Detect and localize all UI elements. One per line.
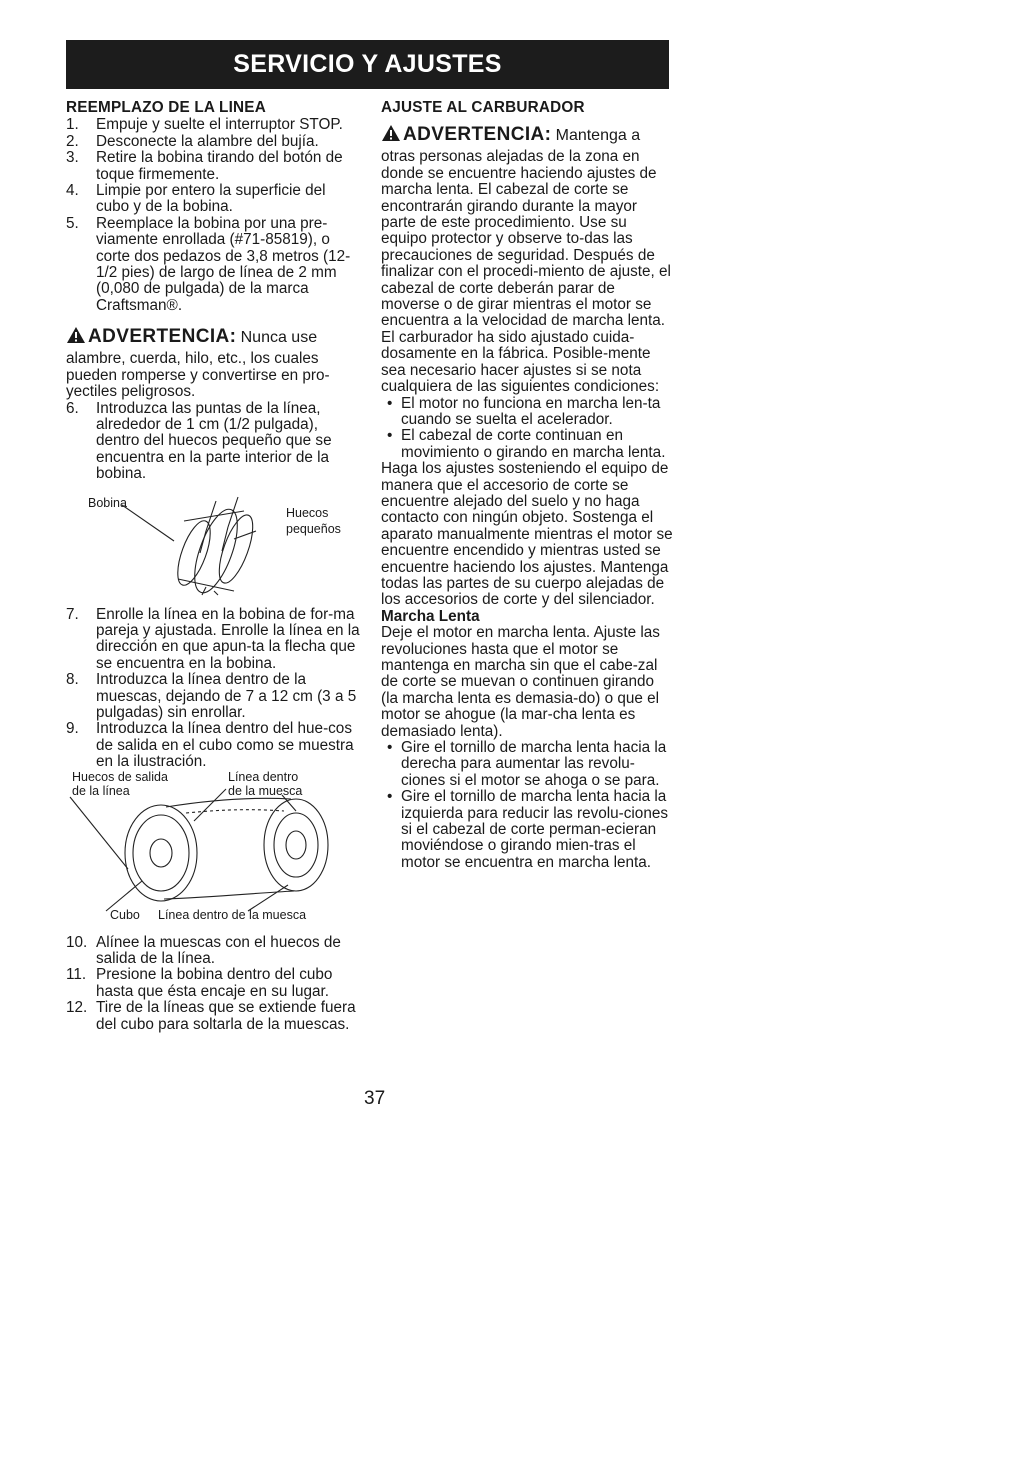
figure-hub-slots — [66, 769, 362, 925]
warning-block — [66, 326, 362, 400]
label-linea-dentro-muesca: Línea dentro de la muesca — [158, 907, 307, 922]
list-item — [66, 935, 362, 968]
label-linea-dentro: Línea dentro — [228, 769, 299, 784]
list-item — [66, 183, 362, 216]
warning-title-line — [381, 124, 673, 149]
list-item — [66, 401, 362, 483]
step-number: 9. — [66, 720, 79, 738]
step-text: Introduzca la línea dentro de la muescas, dejando de 7 a 12 cm (3 a 5 pulgadas) sin enrollar. — [96, 671, 357, 721]
page-number: 37 — [364, 1088, 386, 1109]
step-text: Tire de la líneas que se extiende fuera del cubo para soltarla de la muescas. — [96, 999, 356, 1033]
step-number: 3. — [66, 149, 79, 167]
warning-text: otras personas alejadas de la zona en donde se encuentre haciendo ajustes de marcha lenta. El cabezal de corte se encontrarán girando durante la mayor parte de este procedimiento. Use su equipo protector y observe to-das las precauciones de seguridad. Después de finalizar con el procedi-miento de ajuste, el cabezal de corte deberán parar de moverse o de girar mientras el motor se encuentra a la velocidad de marcha lenta. — [381, 148, 671, 330]
figure-spool-holes — [66, 491, 362, 597]
page-title: SERVICIO Y AJUSTES — [66, 40, 669, 89]
label-huecos-salida: Huecos de salida — [72, 769, 168, 784]
step-text: Empuje y suelte el interruptor STOP. — [96, 116, 343, 134]
warning-title: ADVERTENCIA: — [88, 326, 237, 348]
steps-list-b — [66, 401, 362, 483]
list-item — [66, 216, 362, 314]
list-item — [66, 672, 362, 721]
step-text: Enrolle la línea en la bobina de for-ma pareja y ajustada. Enrolle la línea en la dirección en que apun-ta la flecha que se encuentra en la bobina. — [96, 605, 360, 672]
steps-list-a — [66, 117, 362, 314]
right-column — [381, 100, 673, 871]
label-de-la-muesca: de la muesca — [228, 783, 303, 798]
warning-title: ADVERTENCIA: — [403, 124, 552, 146]
step-number: 7. — [66, 605, 79, 623]
bullet-list-conditions — [381, 396, 673, 462]
list-item: • El cabezal de corte continuan en movimiento o girando en marcha lenta. — [381, 428, 673, 461]
subheading-idle: Marcha Lenta — [381, 607, 480, 625]
step-number: 10. — [66, 933, 88, 951]
step-text: Presione la bobina dentro del cubo hasta que ésta encaje en su lugar. — [96, 966, 333, 1000]
label-bobina: Bobina — [88, 495, 127, 510]
list-item — [66, 1000, 362, 1033]
label-de-la-linea: de la línea — [72, 783, 130, 798]
warning-icon — [66, 326, 86, 351]
warning-icon — [381, 124, 401, 149]
warning-title-line — [66, 326, 362, 351]
step-number: 11. — [66, 966, 87, 984]
list-item: • El motor no funciona en marcha len-ta cuando se suelta el acelerador. — [381, 396, 673, 429]
section-heading-line-replacement: REEMPLAZO DE LA LINEA — [66, 99, 266, 116]
list-item — [66, 150, 362, 183]
label-pequenos: pequeños — [286, 521, 341, 536]
warning-lead: Mantenga a — [555, 127, 641, 145]
paragraph-carburetor-intro: El carburador ha sido ajustado cuida-dosamente en la fábrica. Posible-mente sea necesario hacer ajustes si se nota cualquiera de las siguientes condiciones: — [381, 328, 660, 396]
left-column — [66, 100, 362, 1033]
step-text: Limpie por entero la superficie del cubo y de la bobina. — [96, 182, 326, 216]
list-item — [66, 134, 362, 150]
list-item — [66, 721, 362, 770]
paragraph-adjust-instructions: Haga los ajustes sosteniendo el equipo de manera que el accesorio de corte se encuentre alejado del suelo y no haga contacto con ningún objeto. Sostenga el aparato manualmente mientras el motor se encuentre encendido y mientras usted se encuentre haciendo los ajustes. Mantenga todas las partes de su cuerpo alejadas de los accesorios de corte y del silenciador. — [381, 460, 673, 609]
list-item — [66, 117, 362, 133]
paragraph-idle: Deje el motor en marcha lenta. Ajuste las revoluciones hasta que el motor se mantenga en marcha sin que el cabe-zal de corte se muevan o continuen girando (la marcha lenta es demasia-do) o que el motor se ahogue (la mar-cha lenta es demasiado lenta). — [381, 624, 660, 740]
label-cubo: Cubo — [110, 907, 140, 922]
bullet-list-idle-screw — [381, 740, 673, 871]
step-text: Introduzca la línea dentro del hue-cos de salida en el cubo como se muestra en la ilustración. — [96, 720, 354, 771]
step-text: Introduzca las puntas de la línea, alrededor de 1 cm (1/2 pulgada), dentro del huecos pequeño que se encuentra en la parte interior de la bobina. — [96, 399, 332, 483]
step-number: 2. — [66, 132, 79, 150]
list-item: • Gire el tornillo de marcha lenta hacia la izquierda para reducir las revolu-ciones si el cabezal de corte perman-ecieran moviéndose o girando mien-tras el motor se encuentra en marcha lenta. — [381, 789, 673, 871]
step-number: 12. — [66, 999, 88, 1017]
step-text: Retire la bobina tirando del botón de toque firmemente. — [96, 149, 343, 183]
steps-list-c — [66, 607, 362, 771]
step-number: 5. — [66, 214, 79, 232]
step-number: 6. — [66, 399, 79, 417]
list-item — [66, 967, 362, 1000]
list-item — [66, 607, 362, 673]
label-huecos: Huecos — [286, 505, 329, 520]
section-heading-carburetor: AJUSTE AL CARBURADOR — [381, 99, 585, 116]
step-number: 1. — [66, 116, 79, 134]
step-number: 4. — [66, 182, 79, 200]
step-text: Desconecte la alambre del bujía. — [96, 132, 319, 150]
list-item: • Gire el tornillo de marcha lenta hacia la derecha para aumentar las revolu-ciones si el motor se ahoga o se para. — [381, 740, 673, 789]
step-text: Reemplace la bobina por una pre-viamente enrollada (#71-85819), o corte dos pedazos de 3,8 metros (12-1/2 pies) de largo de línea de 2 mm (0,080 de pulgada) de la marca Craftsman®. — [96, 214, 351, 314]
step-number: 8. — [66, 671, 79, 689]
warning-block — [381, 124, 673, 329]
warning-lead: Nunca use — [240, 329, 318, 347]
warning-text: alambre, cuerda, hilo, etc., los cuales pueden romperse y convertirse en pro-yectiles peligrosos. — [66, 350, 330, 401]
steps-list-d — [66, 935, 362, 1033]
step-text: Alínee la muescas con el huecos de salida de la línea. — [96, 933, 341, 967]
